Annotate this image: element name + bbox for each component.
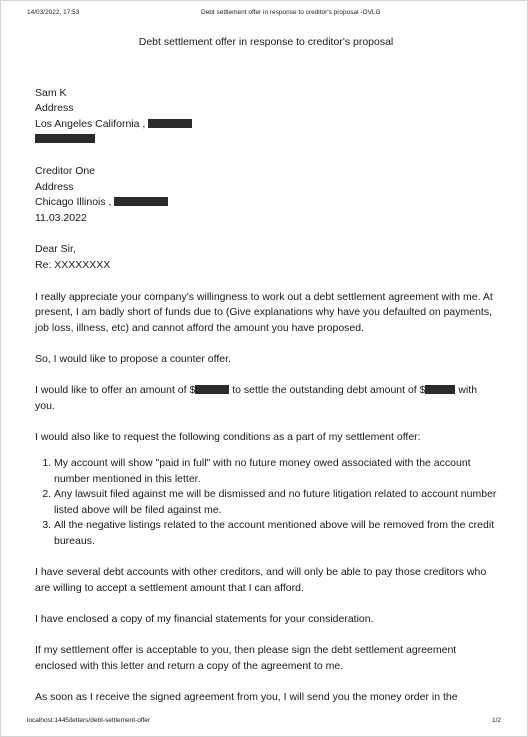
recipient-block: [35, 164, 497, 226]
letter-body: [35, 35, 497, 721]
print-datetime: 14/03/2022, 17:53: [27, 9, 80, 16]
print-page-title: Debt settlement offer in response to creditor's proposal -OVLG: [201, 9, 381, 16]
redacted-amount: [195, 385, 229, 394]
list-item: 2. Any lawsuit filed against me will be dismissed and no future litigation related to account number listed above will be filed against me.: [54, 487, 497, 518]
sender-block: [35, 86, 497, 148]
recipient-city-state: Chicago Illinois ,: [35, 196, 112, 209]
paragraph: I really appreciate your company's willingness to work out a debt settlement agreement with me. At present, I am badly short of funds due to (Give explanations why have you defaulted on payments, job loss, illness, etc) and cannot afford the amount you have proposed.: [35, 290, 493, 334]
redacted-zip: [114, 197, 168, 206]
redacted-phone: [35, 134, 95, 143]
recipient-city-line: [35, 195, 497, 211]
list-item: 1. My account will show "paid in full" with no future money owed associated with the account number mentioned in this letter.: [54, 456, 497, 487]
sender-name: Sam K: [35, 86, 67, 99]
letter-date: 11.03.2022: [35, 211, 87, 224]
recipient-address: Address: [35, 180, 74, 193]
paragraph: If my settlement offer is acceptable to you, then please sign the debt settlement agreement enclosed with this letter and return a copy of the agreement to me.: [35, 644, 457, 672]
letter-title: Debt settlement offer in response to creditor's proposal: [138, 36, 394, 48]
offer-paragraph: [35, 383, 497, 414]
recipient-name: Creditor One: [35, 164, 96, 177]
paragraph: I would also like to request the following conditions as a part of my settlement offer:: [35, 430, 421, 443]
paragraph: So, I would like to propose a counter offer.: [35, 352, 231, 365]
offer-text-c: with you.: [35, 384, 478, 412]
sender-address: Address: [35, 102, 74, 115]
paragraph: I have enclosed a copy of my financial statements for your consideration.: [35, 612, 374, 625]
conditions-list: [35, 456, 497, 550]
page-number: 1/2: [491, 717, 501, 724]
sender-city-state: Los Angeles California ,: [35, 117, 146, 130]
offer-text-a: I would like to offer an amount of $: [35, 384, 196, 397]
paragraph: As soon as I receive the signed agreement from you, I will send you the money order in the: [35, 690, 458, 703]
offer-text-b: to settle the outstanding debt amount of $: [229, 384, 426, 397]
redacted-zip: [148, 119, 192, 128]
redacted-amount: [425, 385, 455, 394]
paragraph: I have several debt accounts with other creditors, and will only be able to pay those creditors who are willing to accept a settlement amount that I can afford.: [35, 566, 487, 594]
greeting-block: [35, 242, 497, 273]
print-url: localhost:1445/letters/debt-settlement-offer: [27, 717, 151, 724]
sender-redacted-line: [35, 132, 497, 148]
list-item: 3. All the negative listings related to the account mentioned above will be removed from the credit bureaus.: [54, 518, 497, 549]
reference-line: Re: XXXXXXXX: [35, 258, 111, 271]
sender-city-line: [35, 117, 497, 133]
conditions-block: [35, 430, 497, 550]
salutation: Dear Sir,: [35, 243, 76, 256]
